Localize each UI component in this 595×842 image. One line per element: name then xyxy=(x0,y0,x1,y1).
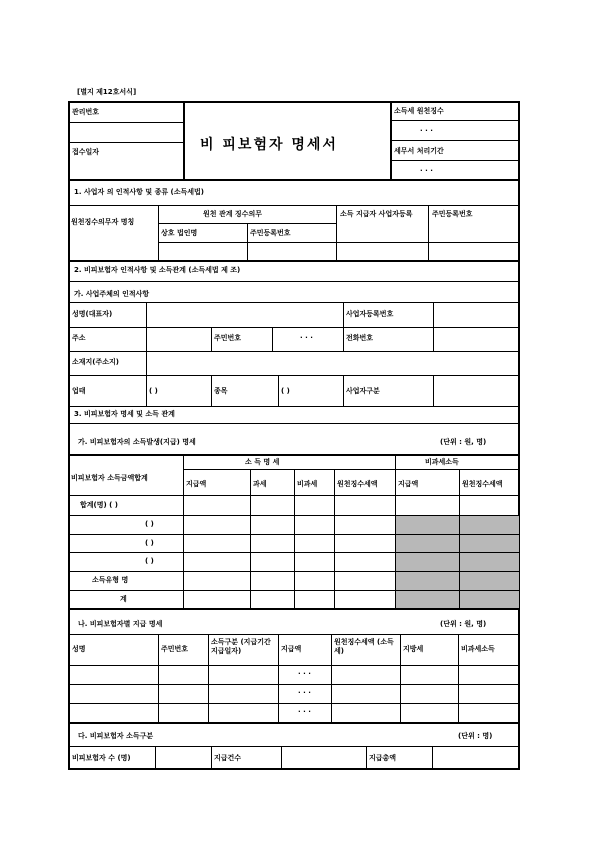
s1-col-resident: 주민등록번호 xyxy=(432,210,473,218)
divider xyxy=(391,120,519,121)
divider xyxy=(278,634,279,722)
divider xyxy=(69,179,519,181)
divider xyxy=(428,205,429,260)
divider xyxy=(69,142,183,143)
tb-col-2: 소득구분 (지급기간 지급일자) xyxy=(211,638,271,655)
tb-col-5: 지방세 xyxy=(403,645,424,653)
form-code: [별지 제12호서식] xyxy=(77,88,137,96)
processing-date: · · · xyxy=(420,167,433,175)
ta-col-5: 지급액 xyxy=(398,480,419,488)
processing-label: 세무서 처리기간 xyxy=(394,147,444,155)
divider xyxy=(391,140,519,141)
divider xyxy=(211,746,212,769)
divider xyxy=(158,242,519,243)
ta-col-1: 지급액 xyxy=(186,480,207,488)
tc-count-label: 비피보험자 수 (명) xyxy=(72,754,131,762)
section2-sub-a: 가. 사업주체의 인적사항 xyxy=(74,290,150,298)
divider xyxy=(146,302,147,406)
ta-col-3: 비과세 xyxy=(297,480,318,488)
s2-bizno-label: 사업자등록번호 xyxy=(346,310,394,318)
divider xyxy=(396,571,519,572)
s2-category-label: 사업자구분 xyxy=(346,387,380,395)
ta-row-4: 소득유형 명 xyxy=(92,576,129,584)
ta-col-6: 원천징수세액 xyxy=(462,480,503,488)
divider xyxy=(69,423,519,424)
divider xyxy=(250,469,251,608)
ta-row-0: 합계(명) ( ) xyxy=(80,501,118,509)
s2-resident-label: 주민번호 xyxy=(214,334,242,342)
s2-type-value: ( ) xyxy=(281,387,290,395)
shaded-cells xyxy=(396,516,519,608)
unit-a: (단위 : 원, 명) xyxy=(440,438,487,446)
tb-col-3: 지급액 xyxy=(281,645,302,653)
divider xyxy=(69,260,519,262)
divider xyxy=(183,469,519,470)
divider xyxy=(400,634,401,722)
ta-row-3: ( ) xyxy=(145,557,154,565)
divider xyxy=(366,746,367,769)
divider xyxy=(183,102,185,180)
tb-col-0: 성명 xyxy=(72,645,86,653)
divider xyxy=(432,746,433,769)
s1-col-business: 소득 지급자 사업자등록 xyxy=(340,210,413,218)
divider xyxy=(331,634,332,722)
divider xyxy=(69,684,519,685)
ta-col-2: 과세 xyxy=(253,480,267,488)
unit-c: (단위 : 명) xyxy=(458,732,493,740)
divider xyxy=(211,327,212,351)
tb-row-0: · · · xyxy=(298,670,311,678)
tb-col-1: 주민번호 xyxy=(161,645,189,653)
divider xyxy=(69,375,519,376)
ta-row-5: 계 xyxy=(120,595,127,603)
divider xyxy=(396,534,519,535)
ta-col-4: 원천징수세액 xyxy=(337,480,378,488)
s2-resident-value: · · · xyxy=(300,334,313,342)
s2-location-label: 소재지(주소지) xyxy=(72,358,119,366)
divider xyxy=(69,454,519,456)
section3-sub-a: 가. 비피보험자의 소득발생(지급) 명세 xyxy=(78,438,196,446)
divider xyxy=(433,302,434,351)
tc-cases-label: 지급건수 xyxy=(214,754,242,762)
divider xyxy=(69,281,519,282)
divider xyxy=(69,351,519,352)
tb-row-1: · · · xyxy=(298,689,311,697)
divider xyxy=(69,122,183,123)
divider xyxy=(158,223,336,224)
divider xyxy=(69,746,519,747)
s1-col-group: 원천 관계 징수의무 xyxy=(203,210,262,218)
ta-row-2: ( ) xyxy=(145,539,154,547)
s1-sub-resident: 주민등록번호 xyxy=(250,229,291,237)
withholding-label: 소득세 원천징수 xyxy=(394,107,444,115)
page-title: 비 피보험자 명세서 xyxy=(200,137,338,153)
tb-row-2: · · · xyxy=(298,708,311,716)
divider xyxy=(69,205,519,206)
s2-business-value: ( ) xyxy=(149,387,158,395)
divider xyxy=(208,634,209,722)
ta-row-1: ( ) xyxy=(145,520,154,528)
divider xyxy=(69,665,519,666)
ta-group1: 소 득 명 세 xyxy=(245,458,280,466)
divider xyxy=(158,634,159,722)
unit-b: (단위 : 원, 명) xyxy=(440,620,487,628)
section2-heading: 2. 비피보험자 인적사항 및 소득관계 (소득세법 제 조) xyxy=(74,266,241,274)
s2-type-label: 종목 xyxy=(214,387,228,395)
divider xyxy=(396,590,519,591)
divider xyxy=(69,406,519,407)
divider xyxy=(211,375,212,406)
divider xyxy=(336,205,337,260)
divider xyxy=(281,746,282,769)
receipt-date-label: 접수일자 xyxy=(72,148,100,156)
divider xyxy=(278,375,279,406)
divider xyxy=(390,102,392,180)
section3-sub-c: 다. 비피보험자 소득구분 xyxy=(78,732,154,740)
divider xyxy=(69,703,519,704)
divider xyxy=(396,552,519,553)
section3-sub-b: 나. 비피보험자별 지급 명세 xyxy=(78,620,163,628)
divider xyxy=(183,454,184,608)
section1-heading: 1. 사업자 의 인적사항 및 종류 (소득세법) xyxy=(74,188,204,196)
tc-total-label: 지급총액 xyxy=(369,754,397,762)
divider xyxy=(69,327,519,328)
divider xyxy=(69,722,519,724)
s2-address-label: 주소 xyxy=(72,334,86,342)
tb-col-4: 원천징수세액 (소득세) xyxy=(334,638,394,655)
form-frame xyxy=(68,101,520,770)
s2-business-label: 업태 xyxy=(72,387,86,395)
divider xyxy=(343,375,344,406)
s1-sub-company: 상호 법인명 xyxy=(161,229,198,237)
ta-group2: 비과세소득 xyxy=(425,458,459,466)
divider xyxy=(459,516,460,608)
divider xyxy=(69,302,519,303)
divider xyxy=(294,469,295,608)
divider xyxy=(69,608,519,610)
tb-col-6: 비과세소득 xyxy=(461,645,495,653)
section3-heading: 3. 비피보험자 명세 및 소득 관계 xyxy=(74,410,175,418)
s2-name-label: 성명(대표자) xyxy=(72,310,113,318)
divider xyxy=(334,469,335,608)
divider xyxy=(69,634,519,635)
divider xyxy=(343,302,344,351)
divider xyxy=(158,205,159,260)
divider xyxy=(272,327,273,351)
ta-col-0: 비피보험자 소득금액합계 xyxy=(71,474,148,482)
management-number-label: 관리번호 xyxy=(72,108,100,116)
s2-phone-label: 전화번호 xyxy=(346,334,374,342)
s1-col-name: 원천징수의무자 명칭 xyxy=(71,218,135,226)
divider xyxy=(458,634,459,722)
divider xyxy=(391,160,519,161)
divider xyxy=(155,746,156,769)
withholding-date: · · · xyxy=(420,127,433,135)
divider xyxy=(433,375,434,406)
